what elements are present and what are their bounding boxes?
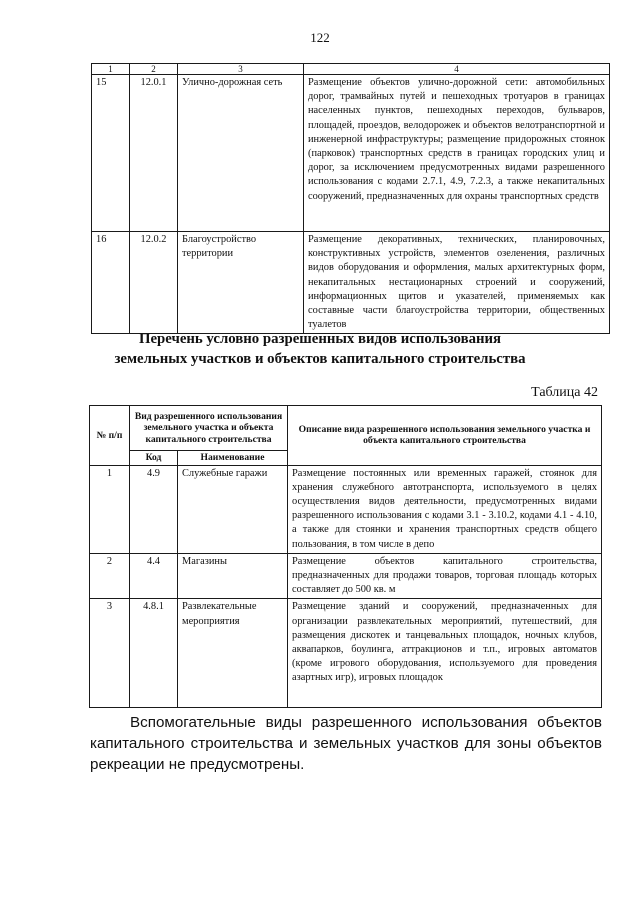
row-number: 2	[90, 553, 130, 599]
table-row	[90, 553, 602, 599]
row-description: Размещение постоянных или временных гаражей, стоянок для хранения служебного автотранспорта, используемого в целях осуществления видов деятельности, предусмотренных видами разрешенного использования с кодами 3.1 - 3.10.2, кодами 4.1 - 4.10, а также для стоянки и хранения транспортных средств общего пользования, в том числе в депо	[288, 465, 602, 553]
column-number: 3	[178, 64, 304, 75]
table-header-row	[90, 406, 602, 451]
row-name: Благоустройство территории	[178, 232, 304, 334]
column-number: 1	[92, 64, 130, 75]
row-number: 16	[92, 232, 130, 334]
row-code: 4.9	[130, 465, 178, 553]
header-name: Наименование	[178, 451, 288, 466]
row-description: Размещение объектов капитального строительства, предназначенных для продажи товаров, торговая площадь которых составляет до 500 кв. м	[288, 553, 602, 599]
row-description: Размещение объектов улично-дорожной сети: автомобильных дорог, трамвайных путей и пешеходных тротуаров в границах населенных пунктов, пешеходных переходов, бульваров, площадей, проездов, велодорожек и объектов велотранспортной и инженерной инфраструктуры; размещение придорожных стоянок (парковок) транспортных средств в границах городских улиц и дорог, за исключением предусмотренных видами разрешенного использования с кодами 2.7.1, 4.9, 7.2.3, а также некапитальных сооружений, предназначенных для охраны транспортных средств	[304, 75, 610, 232]
header-code: Код	[130, 451, 178, 466]
row-description: Размещение зданий и сооружений, предназначенных для организации развлекательных мероприятий, путешествий, для размещения дискотек и танцевальных площадок, ночных клубов, аквапарков, боулинга, аттракционов и т.п., игровых автоматов (кроме игрового оборудования, используемого для проведения азартных игр), игровых площадок	[288, 599, 602, 708]
row-code: 12.0.1	[130, 75, 178, 232]
table-conditional-uses	[89, 405, 602, 708]
table-column-numbers	[92, 64, 610, 75]
heading-line: земельных участков и объектов капитального строительства	[114, 351, 526, 367]
row-code: 12.0.2	[130, 232, 178, 334]
column-number: 2	[130, 64, 178, 75]
table-row	[92, 232, 610, 334]
table-label: Таблица 42	[531, 385, 598, 400]
row-description: Размещение декоративных, технических, планировочных, конструктивных устройств, элементов озеленения, различных видов оборудования и оформления, малых архитектурных форм, некапитальных нестационарных строений и сооружений, информационных щитов и указателей, применяемых как составные части благоустройства территории, общественных туалетов	[304, 232, 610, 334]
row-name: Служебные гаражи	[178, 465, 288, 553]
header-description: Описание вида разрешенного использования земельного участка и объекта капитального строительства	[288, 406, 602, 466]
table-row	[90, 599, 602, 708]
footer-paragraph: Вспомогательные виды разрешенного использования объектов капитального строительства и земельных участков для зоны объектов рекреации не предусмотрены.	[90, 714, 602, 773]
page-number: 122	[310, 30, 330, 45]
table-row	[92, 75, 610, 232]
row-name: Магазины	[178, 553, 288, 599]
row-number: 3	[90, 599, 130, 708]
table-continued	[91, 63, 610, 334]
header-num: № п/п	[90, 406, 130, 466]
table-row	[90, 465, 602, 553]
row-name: Развлекательные мероприятия	[178, 599, 288, 708]
row-code: 4.8.1	[130, 599, 178, 708]
column-number: 4	[304, 64, 610, 75]
row-number: 15	[92, 75, 130, 232]
section-heading	[70, 329, 570, 369]
row-number: 1	[90, 465, 130, 553]
heading-line: Перечень условно разрешенных видов использования	[138, 331, 502, 347]
row-code: 4.4	[130, 553, 178, 599]
header-type: Вид разрешенного использования земельного участка и объекта капитального строительства	[130, 406, 288, 451]
row-name: Улично-дорожная сеть	[178, 75, 304, 232]
